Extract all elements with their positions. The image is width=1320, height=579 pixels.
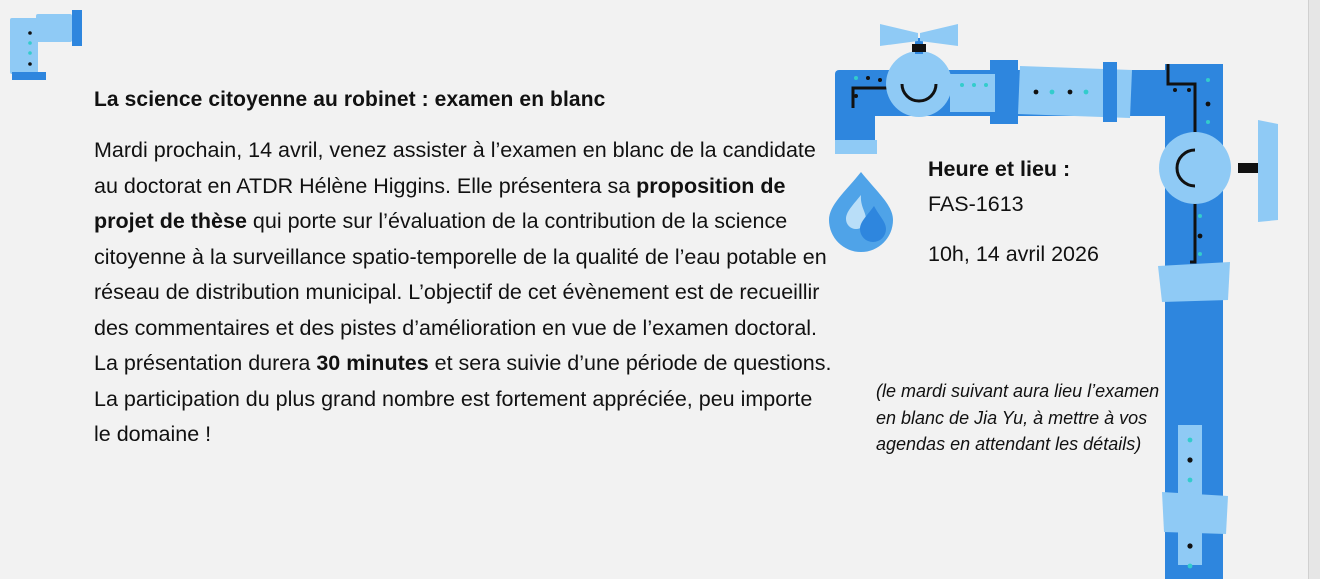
info-datetime: 10h, 14 avril 2026 (928, 242, 1099, 266)
side-note: (le mardi suivant aura lieu l’examen en blanc de Jia Yu, à mettre à vos agendas en attendant les détails) (876, 381, 1160, 454)
vertical-scrollbar[interactable] (1308, 0, 1320, 579)
description-bold-thesis: proposition de projet de thèse (94, 173, 786, 233)
description-bold-duration: 30 minutes (316, 351, 429, 375)
event-description (94, 133, 834, 453)
info-heading: Heure et lieu : (928, 157, 1071, 181)
description-text-1: Mardi prochain, 14 avril, venez assister à l’examen en blanc de la candidate au doctorat en ATDR Hélène Higgins. Elle présentera sa (94, 138, 816, 198)
description-text-2: qui porte sur l’évaluation de la contribution de la science citoyenne à la surveillance spatio-temporelle de la qualité de l’eau potable en réseau de distribution municipal. L’objectif de cet évènement est de recueillir des commentaires et des pistes d’amélioration en vue de l’examen doctoral. La présentation durera (94, 209, 827, 375)
description-text-3: et sera suivie d’une période de questions. La participation du plus grand nombre est fortement appréciée, peu importe le domaine ! (94, 351, 832, 446)
info-room: FAS-1613 (928, 192, 1024, 216)
page-title: La science citoyenne au robinet : examen en blanc (94, 88, 606, 111)
